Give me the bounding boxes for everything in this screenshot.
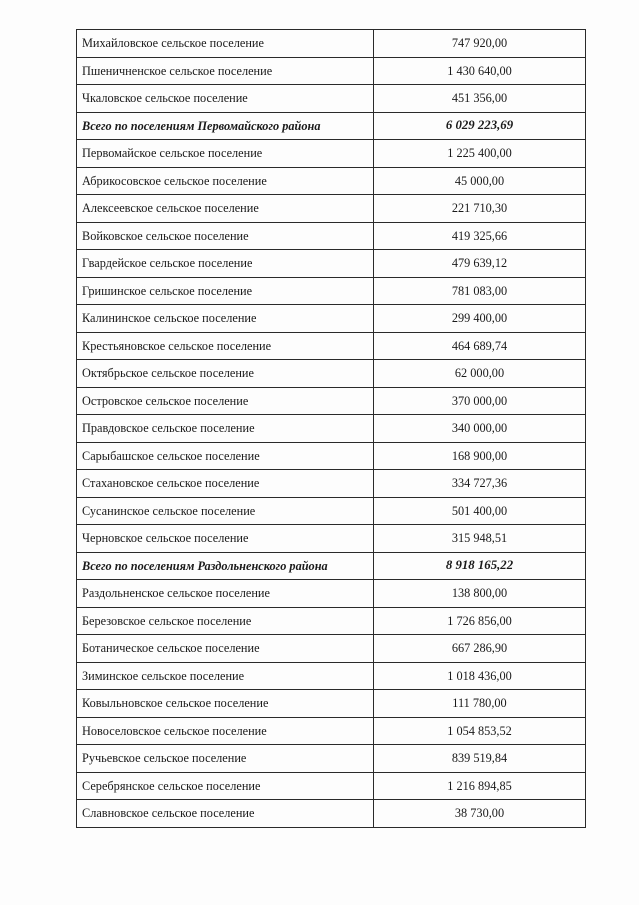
settlement-amount-cell: 1 726 856,00 xyxy=(374,607,586,635)
settlement-name-cell: Ручьевское сельское поселение xyxy=(77,745,374,773)
table-row xyxy=(77,140,586,168)
settlement-amount-cell: 1 430 640,00 xyxy=(374,57,586,85)
table-row xyxy=(77,222,586,250)
settlement-name-cell: Зиминское сельское поселение xyxy=(77,662,374,690)
settlement-name-cell: Калининское сельское поселение xyxy=(77,305,374,333)
district-total-label: Всего по поселениям Раздольненского района xyxy=(77,552,374,580)
table-row xyxy=(77,305,586,333)
table-row xyxy=(77,717,586,745)
table-row xyxy=(77,195,586,223)
settlement-name-cell: Войковское сельское поселение xyxy=(77,222,374,250)
settlement-amount-cell: 168 900,00 xyxy=(374,442,586,470)
settlement-amount-cell: 334 727,36 xyxy=(374,470,586,498)
settlement-name-cell: Правдовское сельское поселение xyxy=(77,415,374,443)
settlement-amount-cell: 315 948,51 xyxy=(374,525,586,553)
table-row xyxy=(77,277,586,305)
settlement-amount-cell: 1 018 436,00 xyxy=(374,662,586,690)
settlement-amount-cell: 45 000,00 xyxy=(374,167,586,195)
settlement-name-cell: Ботаническое сельское поселение xyxy=(77,635,374,663)
settlement-amount-cell: 62 000,00 xyxy=(374,360,586,388)
table-row xyxy=(77,85,586,113)
table-row xyxy=(77,387,586,415)
settlement-amount-cell: 781 083,00 xyxy=(374,277,586,305)
settlement-amount-cell: 501 400,00 xyxy=(374,497,586,525)
settlement-amount-cell: 479 639,12 xyxy=(374,250,586,278)
table-row xyxy=(77,690,586,718)
table-row xyxy=(77,442,586,470)
settlement-amount-cell: 1 216 894,85 xyxy=(374,772,586,800)
settlement-name-cell: Михайловское сельское поселение xyxy=(77,30,374,58)
settlement-amount-cell: 138 800,00 xyxy=(374,580,586,608)
table-row xyxy=(77,497,586,525)
table-row xyxy=(77,332,586,360)
settlement-name-cell: Ковыльновское сельское поселение xyxy=(77,690,374,718)
table-row-district-total xyxy=(77,552,586,580)
settlement-name-cell: Сарыбашское сельское поселение xyxy=(77,442,374,470)
table-row xyxy=(77,607,586,635)
settlement-amount-cell: 839 519,84 xyxy=(374,745,586,773)
settlement-amount-cell: 1 054 853,52 xyxy=(374,717,586,745)
district-total-label: Всего по поселениям Первомайского района xyxy=(77,112,374,140)
table-row xyxy=(77,167,586,195)
settlement-amount-cell: 111 780,00 xyxy=(374,690,586,718)
table-row xyxy=(77,470,586,498)
settlement-name-cell: Абрикосовское сельское поселение xyxy=(77,167,374,195)
settlement-name-cell: Стахановское сельское поселение xyxy=(77,470,374,498)
table-row-district-total xyxy=(77,112,586,140)
settlement-name-cell: Островское сельское поселение xyxy=(77,387,374,415)
settlement-amount-cell: 38 730,00 xyxy=(374,800,586,828)
settlement-name-cell: Сусанинское сельское поселение xyxy=(77,497,374,525)
settlement-name-cell: Чкаловское сельское поселение xyxy=(77,85,374,113)
table-row xyxy=(77,360,586,388)
settlement-amount-cell: 451 356,00 xyxy=(374,85,586,113)
settlement-name-cell: Алексеевское сельское поселение xyxy=(77,195,374,223)
settlement-name-cell: Октябрьское сельское поселение xyxy=(77,360,374,388)
settlement-amount-cell: 370 000,00 xyxy=(374,387,586,415)
settlement-name-cell: Серебрянское сельское поселение xyxy=(77,772,374,800)
settlement-name-cell: Раздольненское сельское поселение xyxy=(77,580,374,608)
settlement-amount-cell: 747 920,00 xyxy=(374,30,586,58)
settlement-amount-cell: 340 000,00 xyxy=(374,415,586,443)
settlement-amount-cell: 464 689,74 xyxy=(374,332,586,360)
settlement-amount-cell: 419 325,66 xyxy=(374,222,586,250)
settlement-amount-cell: 1 225 400,00 xyxy=(374,140,586,168)
settlement-name-cell: Гришинское сельское поселение xyxy=(77,277,374,305)
table-row xyxy=(77,415,586,443)
table-row xyxy=(77,250,586,278)
settlement-name-cell: Гвардейское сельское поселение xyxy=(77,250,374,278)
district-total-amount: 6 029 223,69 xyxy=(374,112,586,140)
settlement-amount-cell: 667 286,90 xyxy=(374,635,586,663)
settlement-name-cell: Новоселовское сельское поселение xyxy=(77,717,374,745)
table-row xyxy=(77,745,586,773)
settlement-amount-cell: 299 400,00 xyxy=(374,305,586,333)
settlement-name-cell: Березовское сельское поселение xyxy=(77,607,374,635)
table-row xyxy=(77,57,586,85)
table-body xyxy=(77,30,586,828)
settlements-budget-table xyxy=(76,29,586,828)
settlement-name-cell: Славновское сельское поселение xyxy=(77,800,374,828)
table-row xyxy=(77,580,586,608)
settlement-name-cell: Черновское сельское поселение xyxy=(77,525,374,553)
table-row xyxy=(77,30,586,58)
table-row xyxy=(77,635,586,663)
table-row xyxy=(77,772,586,800)
table-row xyxy=(77,800,586,828)
district-total-amount: 8 918 165,22 xyxy=(374,552,586,580)
settlement-name-cell: Первомайское сельское поселение xyxy=(77,140,374,168)
settlement-name-cell: Пшеничненское сельское поселение xyxy=(77,57,374,85)
table-row xyxy=(77,662,586,690)
settlement-amount-cell: 221 710,30 xyxy=(374,195,586,223)
settlement-name-cell: Крестьяновское сельское поселение xyxy=(77,332,374,360)
table-row xyxy=(77,525,586,553)
